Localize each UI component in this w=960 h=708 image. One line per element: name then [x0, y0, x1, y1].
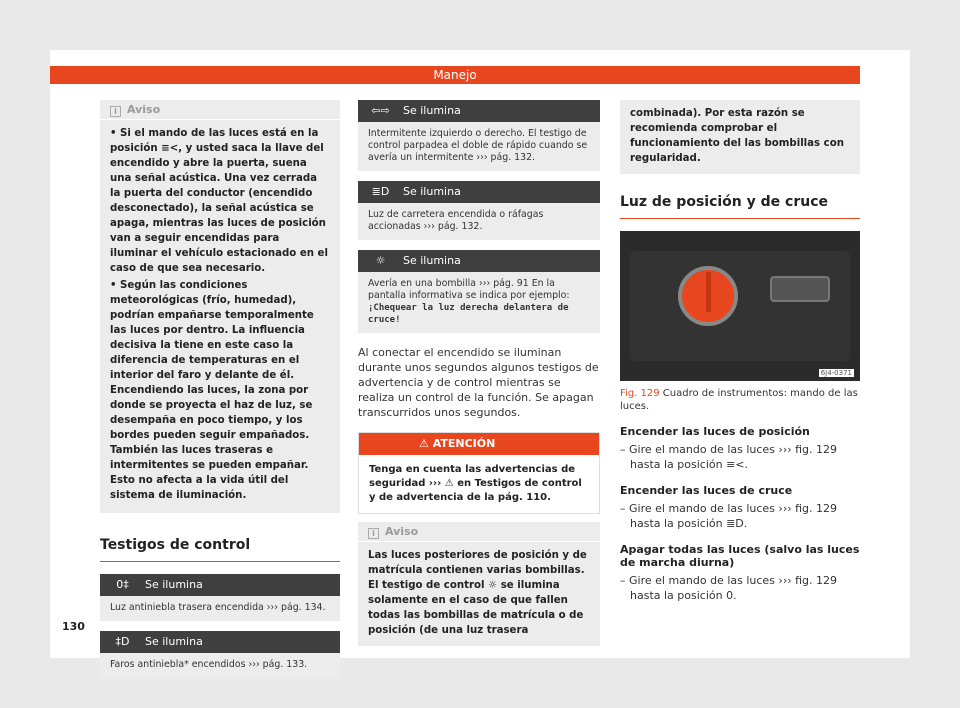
lamp-label: Se ilumina	[403, 104, 461, 117]
caption-text: Cuadro de instrumentos: mando de las luces.	[620, 388, 858, 412]
display-message: ¡Chequear la luz derecha delantera de cruce!	[368, 303, 569, 325]
turn-signal-icon: ⇦⇨	[371, 104, 390, 117]
aviso-paragraph-2: • Según las condiciones meteorológicas (frío, humedad), podrían empañarse temporalmente las luces por dentro. La influencia decisiva la tiene en este caso la diferencia de temperaturas en el interior del faro y delante de él. Encendiendo las luces, la zona por donde se proyecta el haz de luz, se desempaña en poco tiempo, y los bordes pueden seguir empañados. También las luces traseras e intermitentes se pueden empañar. Esto no afecta a la vida útil del sistema de iluminación.	[110, 280, 314, 501]
front-fog-icon: ‡D	[115, 635, 130, 648]
warning-title: ATENCIÓN	[432, 437, 496, 450]
info-icon: i	[110, 106, 121, 117]
warning-header	[359, 433, 599, 455]
lamp-label: Se ilumina	[403, 185, 461, 198]
high-beam-icon: ≣D	[371, 185, 390, 198]
chapter-header: Manejo	[50, 66, 860, 84]
dash-panel	[630, 251, 850, 361]
step-title: Encender las luces de cruce	[620, 484, 793, 497]
body-paragraph: Al conectar el encendido se iluminan durante unos segundos algunos testigos de advertencia y de control mientras se realiza un control de la función. Se apagan transcurridos unos segundos.	[358, 346, 599, 419]
section-title: Testigos de control	[100, 537, 340, 562]
warning-icon: ⚠	[419, 437, 433, 450]
aviso-body-continued: combinada). Por esta razón se recomienda comprobar el funcionamiento del las bombillas con regularidad.	[630, 108, 844, 164]
column-1	[100, 100, 340, 688]
aviso-header	[358, 522, 600, 542]
bulb-icon: ☼	[375, 254, 386, 267]
light-switch-figure	[620, 231, 860, 381]
figure-number: Fig. 129	[620, 388, 660, 399]
light-knob	[678, 266, 738, 326]
lamp-turn-signal	[358, 100, 600, 171]
section-title: Luz de posición y de cruce	[620, 194, 860, 219]
lamp-rear-fog	[100, 574, 340, 621]
aviso-header	[100, 100, 340, 120]
lamp-high-beam	[358, 181, 600, 240]
lamp-label: Se ilumina	[403, 254, 461, 267]
aviso-paragraph-1: • Si el mando de las luces está en la posición ≡<, y usted saca la llave del encendido y abre la puerta, suena una señal acústica. Una vez cerrada la puerta del conductor (encendido desconectado), la señal acústica se apaga, mientras las luces de posición van a seguir encendidas para iluminar el vehículo estacionado en el caso de que sea necesario.	[110, 128, 328, 274]
page-number: 130	[62, 620, 85, 633]
lamp-bulb-fault	[358, 250, 600, 333]
aviso-box	[100, 100, 340, 513]
aviso-title: Aviso	[385, 525, 419, 538]
warning-box	[358, 432, 600, 514]
step-title: Apagar todas las luces (salvo las luces de marcha diurna)	[620, 543, 860, 569]
step-text: – Gire el mando de las luces ››› fig. 129 hasta la posición 0.	[620, 574, 838, 602]
lamp-front-fog	[100, 631, 340, 678]
lamp-text: Luz de carretera encendida o ráfagas accionadas ››› pág. 132.	[368, 209, 544, 232]
column-3	[620, 100, 860, 603]
info-icon: i	[368, 528, 379, 539]
aviso-title: Aviso	[127, 103, 161, 116]
rear-fog-icon: 0‡	[116, 578, 129, 591]
figure-code: 6J4-0371	[820, 369, 852, 377]
aviso-body: Las luces posteriores de posición y de matrícula contienen varias bombillas. El testigo de control ☼ se ilumina solamente en el caso de que fallen todas las bombillas de matrícula o de posición (de una luz trasera	[368, 550, 587, 636]
lamp-text: Intermitente izquierdo o derecho. El testigo de control parpadea el doble de rápido cuando se avería un intermitente ››› pág. 132.	[368, 128, 588, 163]
lamp-label: Se ilumina	[145, 635, 203, 648]
figure-caption	[620, 387, 860, 413]
step-title: Encender las luces de posición	[620, 425, 810, 438]
lamp-text: Luz antiniebla trasera encendida ››› pág. 134.	[110, 602, 326, 613]
warning-text: Tenga en cuenta las advertencias de seguridad ››› ⚠ en Testigos de control y de advertencia de la pág. 110.	[369, 464, 582, 503]
aviso-body	[100, 120, 340, 513]
column-2	[358, 100, 600, 646]
dimmer-switch	[770, 276, 830, 302]
step-text: – Gire el mando de las luces ››› fig. 129 hasta la posición ≡<.	[620, 443, 838, 471]
lamp-text	[358, 272, 600, 333]
step-text: – Gire el mando de las luces ››› fig. 129 hasta la posición ≣D.	[620, 502, 838, 530]
lamp-text: Faros antiniebla* encendidos ››› pág. 133.	[110, 659, 308, 670]
lamp-text-main: Avería en una bombilla ››› pág. 91 En la pantalla informativa se indica por ejemplo:	[368, 278, 570, 301]
lamp-label: Se ilumina	[145, 578, 203, 591]
aviso-continued	[620, 100, 860, 174]
aviso-box-2	[358, 522, 600, 646]
